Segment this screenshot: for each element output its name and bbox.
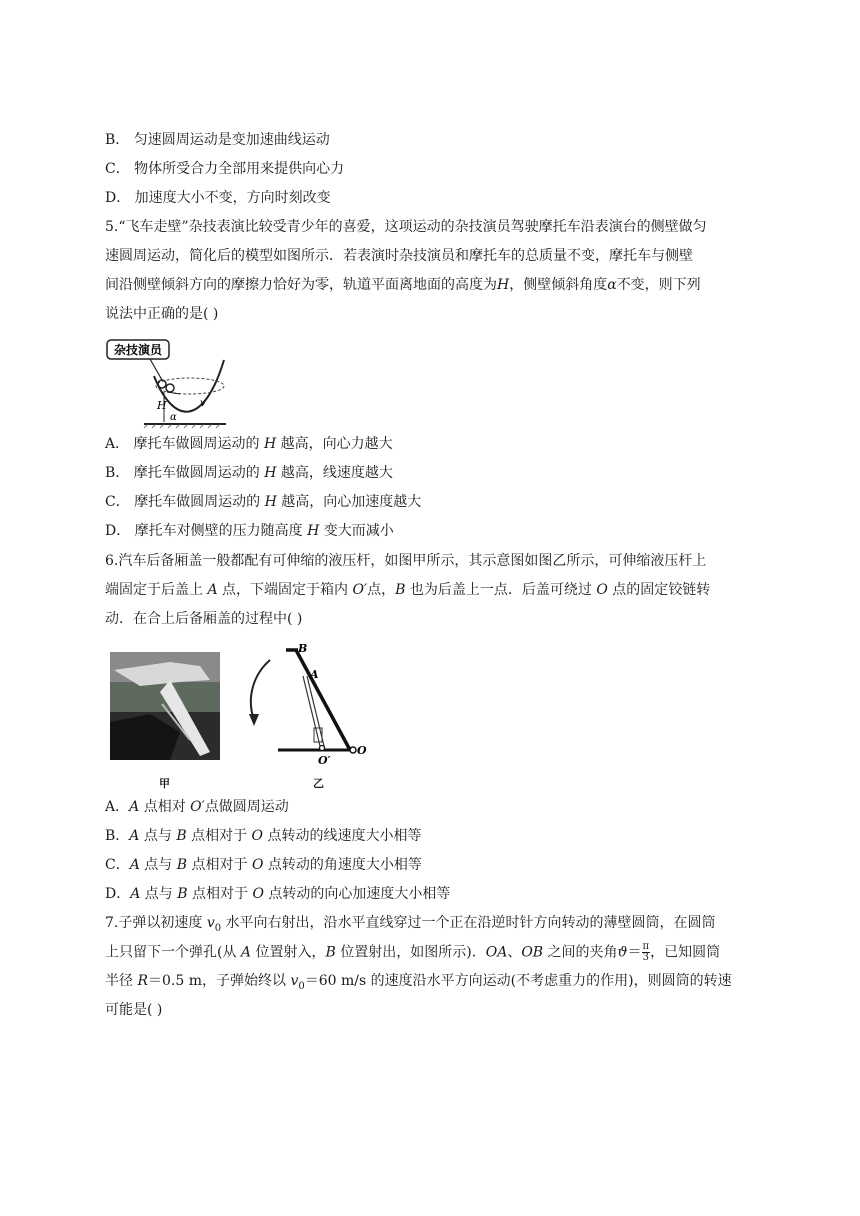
rotation-arrow [251,660,270,720]
label-o-prime: O′ [318,754,331,767]
point-o-prime [320,746,325,751]
q6-stem-line2: 端固定于后盖上 A 点，下端固定于箱内 O′点，B 也为后盖上一点．后盖可绕过 O 点的固定铰链转 [105,582,711,598]
pi-over-3-fraction: $\frac{\pi}{3}$ [642,941,650,963]
q5-stem-line1: 5.“飞车走壁”杂技表演比较受青少年的喜爱，这项运动的杂技演员驾驶摩托车沿表演台的侧壁做匀 [105,219,707,235]
q5-stem-line4: 说法中正确的是( ) [105,306,219,322]
q6-stem-line1: 6.汽车后备厢盖一般都配有可伸缩的液压杆，如图甲所示，其示意图如图乙所示，可伸缩液压杆上 [105,553,707,569]
performer-label: 杂技演员 [113,343,163,357]
q4-option-c: C． 物体所受合力全部用来提供向心力 [105,161,345,177]
q6-diagram [240,640,380,770]
q7-stem-line2: 上只留下一个弹孔(从 A 位置射入，B 位置射出，如图所示)．OA、OB 之间的夹角ϑ＝ $\frac{\pi}{3}$ ，已知圆筒 [105,941,721,963]
q7-stem-line1: 7.子弹以初速度 $v_0$ 水平向右射出，沿水平直线穿过一个正在沿逆时针方向转动的薄壁圆筒，在圆筒 [105,915,716,934]
label-o: O [357,744,367,757]
q5-option-a: A． 摩托车做圆周运动的 H 越高，向心力越大 [105,436,393,452]
q4-option-b: B． 匀速圆周运动是变加速曲线运动 [105,132,330,148]
label-a: A [310,668,319,681]
v-label: v [200,398,206,409]
q7-stem-line4: 可能是( ) [105,1002,163,1018]
q5-option-b: B． 摩托车做圆周运动的 H 越高，线速度越大 [105,465,393,481]
q5-stem-line2: 速圆周运动，简化后的模型如图所示．若表演时杂技演员和摩托车的总质量不变，摩托车与侧壁 [105,248,693,264]
q6-option-d: D．A 点与 B 点相对于 O 点转动的向心加速度大小相等 [105,886,451,902]
q7-stem-line3: 半径 R＝0.5 m，子弹始终以 $v_0=60$ m/s 的速度沿水平方向运动(不考虑重力的作用)，则圆筒的转速 [105,973,732,992]
label-b: B [298,642,308,655]
h-label: H [157,399,167,412]
q6-option-a: A．A 点相对 O′点做圆周运动 [105,799,289,815]
q4-option-d: D． 加速度大小不变，方向时刻改变 [105,190,331,206]
alpha-label: α [170,412,177,423]
q5-option-c: C． 摩托车做圆周运动的 H 越高，向心加速度越大 [105,494,422,510]
q6-stem-line3: 动．在合上后备厢盖的过程中( ) [105,611,303,627]
q6-figure-label-yi: 乙 [313,777,324,790]
trunk-lid [296,650,350,750]
q6-option-c: C．A 点与 B 点相对于 O 点转动的角速度大小相等 [105,857,422,873]
q6-figure-label-jia: 甲 [159,777,170,790]
q6-option-b: B．A 点与 B 点相对于 O 点转动的线速度大小相等 [105,828,422,844]
hinge-o [350,747,356,753]
q5-figure-wall-riding [104,336,230,428]
q6-photo-trunk [110,652,220,760]
q5-option-d: D． 摩托车对侧壁的压力随高度 H 变大而减小 [105,523,394,539]
q5-stem-line3: 间沿侧壁倾斜方向的摩擦力恰好为零，轨道平面离地面的高度为H，侧壁倾斜角度α不变，则下列 [105,277,701,293]
